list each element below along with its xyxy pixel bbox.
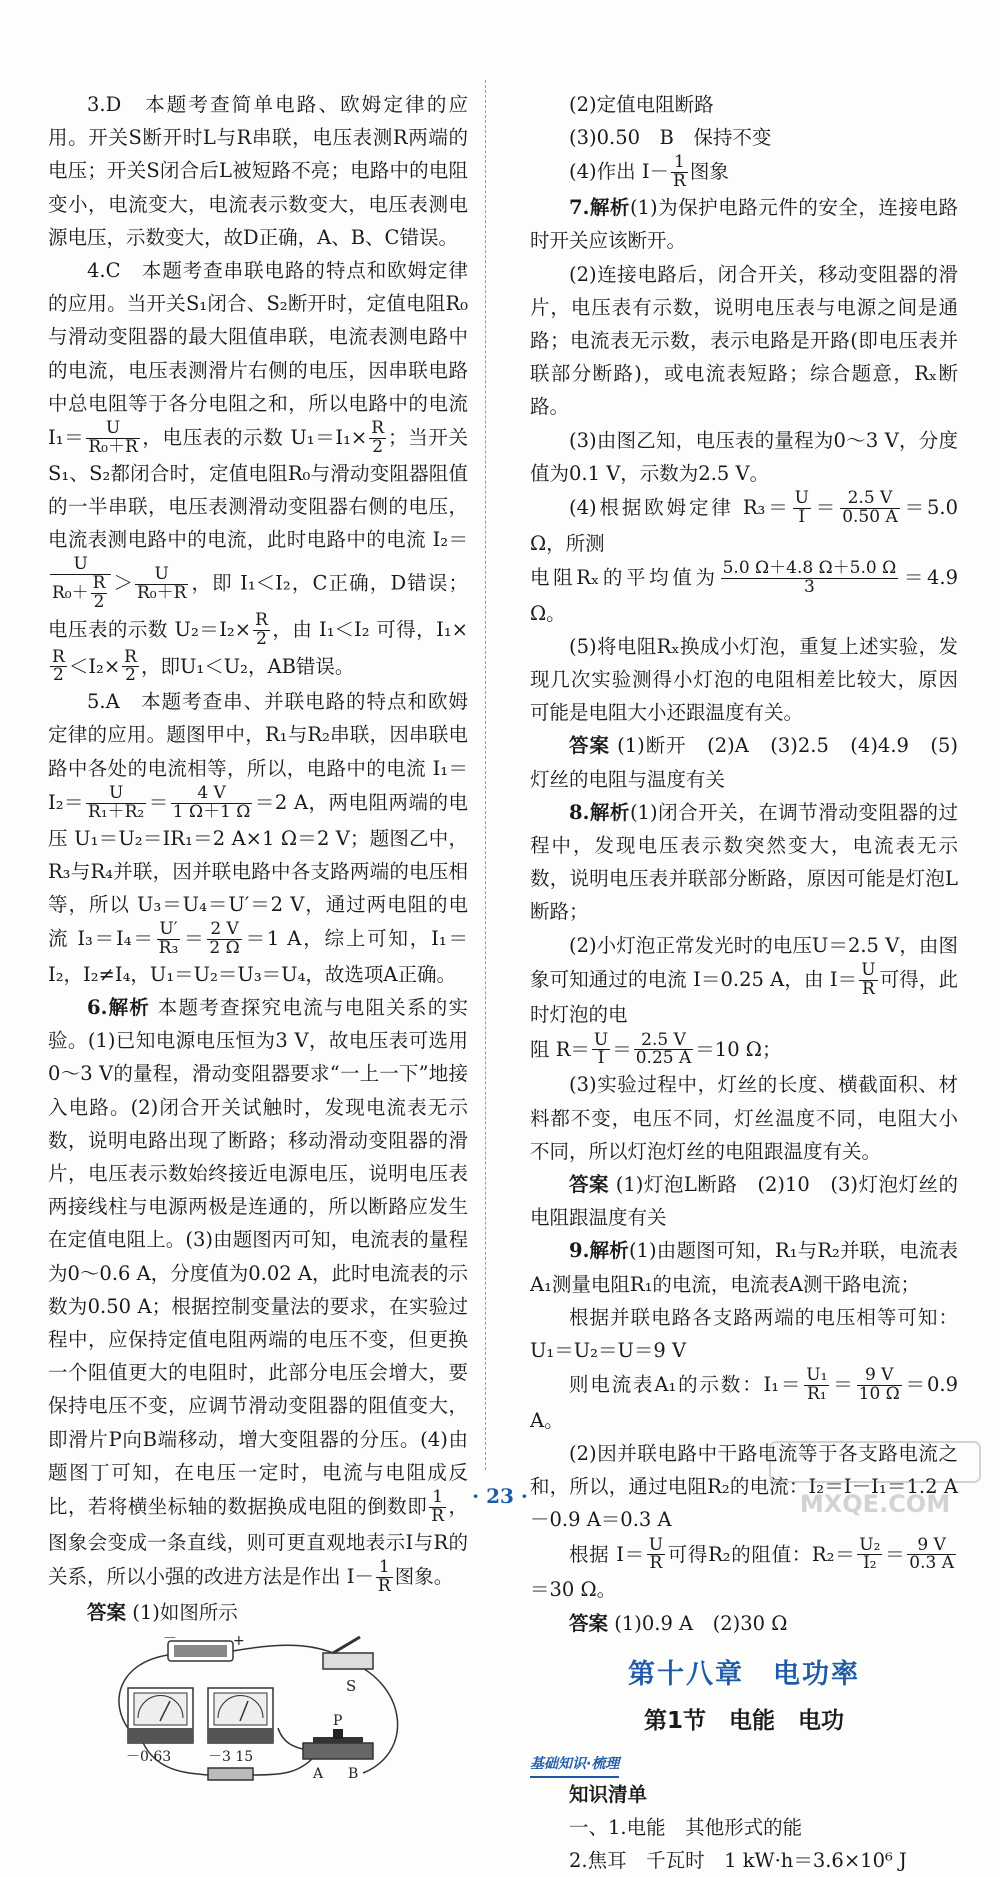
fraction: $\frac{U}{\text{R₀＋R}}$ bbox=[88, 418, 138, 457]
section-title: 第1节 电能 电功 bbox=[643, 1707, 844, 1734]
answer-q9-4: (2)因并联电路中干路电流等于各支路电流之和，所以，通过电阻R₂的电流：I₂＝I－I₁＝1.2 A－0.9 A＝0.3 A bbox=[530, 1442, 958, 1532]
answer-q8-2-cont: 阻 R＝ $\frac{U}{I}$ ＝ $\frac{2.5 V}{0.25 A}$ ＝10 Ω； bbox=[530, 1029, 782, 1069]
q5-text-a: 5.A 本题考查串、并联电路的特点和欧姆定律的应用。题图甲中，R₁与R₂串联，因串联电路中各处的电流相等，所以，电路中的电流 I₁＝I₂＝ bbox=[48, 690, 468, 814]
left-column bbox=[48, 88, 468, 1783]
q4-text-b: ，电压表的示数 bbox=[141, 425, 284, 449]
battery-plus: + bbox=[233, 1632, 245, 1649]
answer-q3: 3.D 本题考查简单电路、欧姆定律的应用。开关S断开时L与R串联，电压表测R两端的电压；开关S闭合后L被短路不亮；电路中的电阻变小，电流变大，电流表示数变大，电压表测电源电压，示数变大，故D正确，A、B、C错误。 bbox=[48, 93, 468, 249]
q4-text-h: ，即U₁＜U₂，AB错误。 bbox=[140, 654, 355, 678]
q8-label: 8.解析 bbox=[569, 800, 630, 824]
fraction: $\frac{9 V}{0.3 A}$ bbox=[909, 1534, 954, 1574]
fraction: $\frac{4 V}{1 \Omega+1 \Omega}$ bbox=[172, 782, 251, 822]
fraction: $\frac{U}{\text{R₁＋R₂}}$ bbox=[88, 782, 145, 822]
fraction: $\frac{9 V}{10 \Omega}$ bbox=[858, 1365, 900, 1404]
q4-text-e: ，即 I₁＜I₂，C正确，D错误；电压表的示数 U₂＝I₂× bbox=[48, 571, 468, 641]
answer-q9-1: 9.解析(1)由题图可知，R₁与R₂并联，电流表A₁测量电阻R₁的电流，电流表A测干路电流； bbox=[530, 1239, 959, 1296]
q7-label: 7.解析 bbox=[569, 196, 630, 220]
answer-q9-5: 根据 I＝ $\frac{U}{R}$ 可得R₂的阻值：R₂＝ $\frac{\text{U₂}}{\text{I₂}}$ ＝ $\frac{9 V}{0.3 A}$ ＝30 Ω。 bbox=[530, 1534, 954, 1602]
answer-label: 答案 bbox=[569, 1611, 609, 1635]
answer-q8-answer: 答案 (1)灯泡L断路 (2)10 (3)灯泡灯丝的电阻跟温度有关 bbox=[530, 1172, 958, 1230]
q6-part3: (3)0.50 B 保持不变 bbox=[569, 126, 772, 150]
q6-text-b: ，图象会变成一条直线，则可更直观地表示I与R的关系，所以小强的改进方法是作出 I－ bbox=[48, 1494, 468, 1588]
fraction: $\frac{\text{U₂}}{\text{I₂}}$ bbox=[859, 1534, 881, 1574]
fraction: $\frac{U'}{\text{R₃}}$ bbox=[158, 919, 179, 958]
answer-q7-answer: 答案 (1)断开 (2)A (3)2.5 (4)4.9 (5)灯丝的电阻与温度有关 bbox=[530, 734, 958, 791]
rheostat-icon bbox=[303, 1729, 373, 1759]
list-title: 知识清单 bbox=[569, 1782, 648, 1806]
ammeter-terminal-label: －0.63 bbox=[126, 1748, 172, 1765]
answer-label: 答案 bbox=[569, 1172, 610, 1196]
fraction: $\frac{U}{I}$ bbox=[794, 487, 809, 527]
q6-label: 6.解析 bbox=[87, 996, 151, 1020]
answer-q7-2: (2)连接电路后，闭合开关，移动变阻器的滑片，电压表有示数，说明电压表与电源之间是通路；电流表无示数，表示电路是开路(即电压表并联部分断路)，或电流表短路；综合题意，Rₓ断路。 bbox=[530, 262, 958, 419]
q5-text-c: ＝1 A，综上可知，I₁＝I₂，I₂≠I₄，U₁＝U₂＝U₃＝U₄，故选项A正确。 bbox=[48, 926, 468, 986]
right-column bbox=[530, 88, 958, 1877]
answer-q7-4-cont: 电阻Rₓ的平均值为 $\frac{5.0 \Omega+4.8 \Omega+5.0 \Omega}{3}$ ＝4.9 Ω。 bbox=[530, 557, 958, 625]
answer-label: 答案 bbox=[87, 1600, 127, 1624]
watermark-text: MXQE.COM bbox=[799, 1490, 951, 1518]
answer-q9-3: 则电流表A₁的示数：I₁＝ $\frac{\text{U₁}}{\text{R₁}}$ ＝ $\frac{9 V}{10 \Omega}$ ＝0.9 A。 bbox=[530, 1365, 958, 1432]
fraction: $\frac{\text{U₁}}{\text{R₁}}$ bbox=[806, 1365, 828, 1404]
fraction: $\frac{1}{R}$ bbox=[431, 1487, 445, 1526]
answer-q7-4: (4)根据欧姆定律 R₃＝ $\frac{U}{I}$ ＝ $\frac{2.5 V}{0.50 A}$ ＝5.0 Ω，所测 bbox=[530, 487, 958, 555]
rheostat-a-label: A bbox=[313, 1765, 324, 1782]
chapter-title: 第十八章 电功率 bbox=[628, 1658, 860, 1690]
resistor-icon bbox=[208, 1768, 253, 1780]
rheostat-p-label: P bbox=[333, 1712, 343, 1729]
watermark-logo bbox=[760, 1440, 990, 1520]
fraction: $\frac{R}{2}$ bbox=[52, 646, 65, 686]
fraction: $\frac{2.5 V}{0.50 A}$ bbox=[842, 487, 898, 527]
answer-q9-answer: 答案 (1)0.9 A (2)30 Ω bbox=[569, 1611, 788, 1635]
battery-minus: － bbox=[163, 1632, 177, 1647]
q4-text-f: ，由 I₁＜I₂ 可得，I₁× bbox=[271, 617, 469, 641]
answer-q6-answer bbox=[48, 1596, 468, 1629]
answer-q8-1: 8.解析(1)闭合开关，在调节滑动变阻器的过程中，发现电压表示数突然变大，电流表无示数，说明电压表并联部分断路，原因可能是灯泡L断路； bbox=[530, 800, 959, 924]
circuit-figure bbox=[108, 1633, 418, 1783]
q9-label: 9.解析 bbox=[569, 1239, 629, 1263]
q6-answer-text: (1)如图所示 bbox=[132, 1600, 238, 1624]
answer-q7-1: 7.解析(1)为保护电路元件的安全，连接电路时开关应该断开。 bbox=[530, 196, 959, 253]
q6-text-c: 图象。 bbox=[394, 1564, 454, 1588]
q6-part2: (2)定值电阻断路 bbox=[569, 93, 714, 116]
answer-q8-3: (3)实验过程中，灯丝的长度、横截面积、材料都不变，电压不同，灯丝温度不同，电阻大小不同，所以灯泡灯丝的电阻跟温度有关。 bbox=[530, 1073, 958, 1163]
rheostat-b-label: B bbox=[348, 1765, 359, 1782]
fraction: $\frac{1}{R}$ bbox=[673, 152, 686, 192]
section-tag: 基础知识·梳理 bbox=[530, 1752, 958, 1778]
fraction: $\frac{R}{2}$ bbox=[255, 609, 268, 649]
switch-icon bbox=[323, 1653, 373, 1669]
fraction: $\frac{5.0 \Omega+4.8 \Omega+5.0 \Omega}{3}$ bbox=[722, 557, 897, 597]
switch-label: S bbox=[346, 1676, 357, 1695]
list-item-1: 一、1.电能 其他形式的能 bbox=[569, 1815, 803, 1839]
fraction: $\frac{1}{R}$ bbox=[377, 1556, 391, 1596]
list-item-2: 2.焦耳 千瓦时 1 kW·h＝3.6×10⁶ J bbox=[569, 1849, 907, 1873]
answer-q7-5: (5)将电阻Rₓ换成小灯泡，重复上述实验，发现几次实验测得小灯泡的电阻相差比较大，原因可能是电阻大小还跟温度有关。 bbox=[530, 634, 958, 725]
answer-label: 答案 bbox=[569, 734, 610, 758]
q4-text-g: ＜I₂× bbox=[68, 654, 121, 678]
q6-part4: (4)作出 I－ $\frac{1}{R}$ 图象 bbox=[569, 152, 729, 192]
ammeter-icon bbox=[128, 1688, 193, 1743]
fraction: $\frac{U}{R}$ bbox=[861, 959, 876, 999]
q4-text-a: 4.C 本题考查串联电路的特点和欧姆定律的应用。当开关S₁闭合、S₂断开时，定值电阻R₀与滑动变阻器的最大阻值串联，电流表测电路中的电流，电压表测滑片右侧的电压，因串联电路中总电阻等于各分电阻之和，所以电路中的电流 I₁＝ bbox=[48, 259, 468, 449]
q6-text-a: 本题考查探究电流与电阻关系的实验。(1)已知电源电压恒为3 V，故电压表可选用0～3 V的量程，滑动变阻器要求“一上一下”地接入电路。(2)闭合开关试触时，发现电流表无示数，说明电路出现了断路；移动滑动变阻器的滑片，电压表示数始终接近电源电压，说明电压表两接线柱与电源两极是连通的，所以断路应发生在定值电阻上。(3)由题图丙可知，电流表的量程为0～0.6 A，分度值为0.02 A，此时电流表的示数为0.50 A；根据控制变量法的要求，在实验过程中，应保持定值电阻两端的电压不变，但更换一个阻值更大的电阻时，此部分电压会增大，要保持电压不变，应调节滑动变阻器的阻值变大，即滑片P向B端移动，增大变阻器的分压。(4)由题图丁可知，在电压一定时，电流与电阻成反比，若将横坐标轴的数据换成电阻的倒数即 bbox=[48, 996, 469, 1518]
fraction: $\frac{U}{\text{R₀＋R}}$ bbox=[136, 563, 187, 603]
fraction: $\frac{2.5 V}{0.25 A}$ bbox=[635, 1029, 692, 1069]
answer-q8-2: (2)小灯泡正常发光时的电压U＝2.5 V，由图象可知通过的电流 I＝0.25 A，由 I＝ $\frac{U}{R}$ 可得，此时灯泡的电 bbox=[530, 933, 958, 1027]
answer-q4: 4.C 本题考查串联电路的特点和欧姆定律的应用。当开关S₁闭合、S₂断开时，定值电阻R₀与滑动变阻器的最大阻值串联，电流表测电路中的电流，电压表测滑片右侧的电压，因串联电路中总电阻等于各分电阻之和，所以电路中的电流 I₁＝ $\frac{U}{\text{R₀＋R}}$ ，电压表的示数 U₁＝I₁× $\frac{R}{2}$ ；当开关S₁、S₂都闭合时，定值电阻R₀与滑动变阻器阻值的一半串联，电压表测滑动变阻器右侧的电压，电流表测电路中的电流，此时电路中的电流 I₂＝ U R₀＋ $\frac{R}{2}$ ＞ $\frac{U}{\text{R₀＋R}}$ ，即 I₁＜I₂，C正确，D错误；电压表的示数 U₂＝I₂× $\frac{R}{2}$ ，由 I₁＜I₂ 可得，I₁× $\frac{R}{2}$ ＜I₂× $\frac{R}{2}$ ，即U₁＜U₂，AB错误。 bbox=[48, 259, 469, 686]
q4-text-c: U₁＝I₁× bbox=[290, 425, 368, 449]
page-number: · 23 · bbox=[472, 1484, 528, 1508]
fraction: $\frac{R}{2}$ bbox=[124, 646, 137, 686]
answer-q5: 5.A 本题考查串、并联电路的特点和欧姆定律的应用。题图甲中，R₁与R₂串联，因串联电路中各处的电流相等，所以，电路中的电流 I₁＝I₂＝ $\frac{U}{\text{R₁＋R₂}}$ ＝ $\frac{4 V}{1 \Omega+1 \Omega}$ ＝2 A，两电阻两端的电压 U₁＝U₂＝IR₁＝2 A×1 Ω＝2 V；题图乙中，R₃与R₄并联，因并联电路中各支路两端的电压相等，所以 U₃＝U₄＝U′＝2 V，通过两电阻的电流 I₃＝I₄＝ $\frac{U'}{\text{R₃}}$ ＝ $\frac{2 V}{2 \Omega}$ ＝1 A，综上可知，I₁＝I₂，I₂≠I₄，U₁＝U₂＝U₃＝U₄，故选项A正确。 bbox=[48, 690, 468, 986]
fraction: U R₀＋ $\frac{R}{2}$ bbox=[50, 556, 111, 612]
answer-q7-3: (3)由图乙知，电压表的量程为0～3 V，分度值为0.1 V，示数为2.5 V。 bbox=[530, 428, 958, 485]
fraction: $\frac{U}{I}$ bbox=[593, 1029, 609, 1069]
fraction: $\frac{R}{2}$ bbox=[371, 418, 385, 457]
answer-q9-2: 根据并联电路各支路两端的电压相等可知：U₁＝U₂＝U＝9 V bbox=[530, 1305, 958, 1362]
voltmeter-terminal-label: －3 15 bbox=[208, 1748, 254, 1765]
q5-text-b: ＝2 A，两电阻两端的电压 U₁＝U₂＝IR₁＝2 A×1 Ω＝2 V；题图乙中，R₃与R₄并联，因并联电路中各支路两端的电压相等，所以 U₃＝U₄＝U′＝2 V，通过两电阻的电流 I₃＝I₄＝ bbox=[48, 790, 468, 950]
q4-text-d: ；当开关S₁、S₂都闭合时，定值电阻R₀与滑动变阻器阻值的一半串联，电压表测滑动变阻器右侧的电压，电流表测电路中的电流，此时电路中的电流 I₂＝ bbox=[48, 425, 468, 552]
column-divider bbox=[485, 80, 486, 1470]
voltmeter-icon bbox=[208, 1688, 273, 1743]
fraction: $\frac{U}{R}$ bbox=[648, 1534, 664, 1574]
fraction: $\frac{2 V}{2 \Omega}$ bbox=[209, 919, 240, 958]
